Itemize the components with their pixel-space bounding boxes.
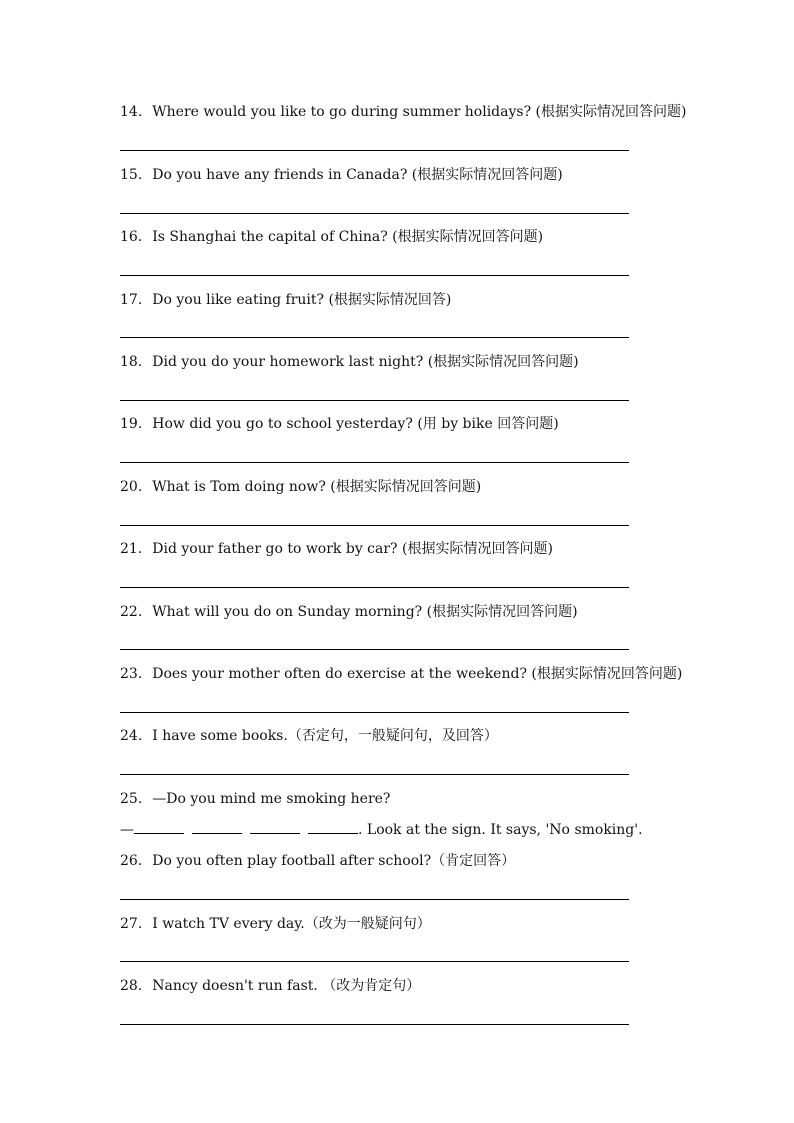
question-25 [120,790,390,808]
answer-line-27[interactable] [120,961,629,962]
question-15 [120,166,563,184]
question-18 [120,353,579,371]
fill-blank-2[interactable] [192,821,242,834]
question-text: Is Shanghai the capital of China? (根据实际情况回答问题) [152,229,544,245]
question-21 [120,540,553,558]
question-text: What will you do on Sunday morning? (根据实际情况回答问题) [152,604,578,620]
question-text: Do you have any friends in Canada? (根据实际情况回答问题) [152,167,563,183]
question-text: How did you go to school yesterday? (用 by bike 回答问题) [152,416,559,432]
reply-dash: — [120,822,134,838]
fill-blank-1[interactable] [134,821,184,834]
question-number: 18. [120,354,143,370]
fill-blank-3[interactable] [250,821,300,834]
question-number: 23. [120,666,143,682]
question-number: 19. [120,416,143,432]
answer-line-26[interactable] [120,899,629,900]
answer-line-20[interactable] [120,525,629,526]
question-number: 27. [120,916,143,932]
answer-line-15[interactable] [120,213,629,214]
question-24 [120,727,498,745]
question-number: 20. [120,479,143,495]
answer-line-24[interactable] [120,774,629,775]
question-26 [120,852,515,870]
question-16 [120,228,543,246]
question-28 [120,977,420,995]
fill-blank-4[interactable] [308,821,358,834]
answer-line-19[interactable] [120,462,629,463]
question-20 [120,478,481,496]
answer-line-21[interactable] [120,587,629,588]
question-number: 16. [120,229,143,245]
question-number: 14. [120,104,143,120]
question-19 [120,415,559,433]
question-text: Does your mother often do exercise at the weekend? (根据实际情况回答问题) [152,666,683,682]
question-number: 15. [120,167,143,183]
question-17 [120,291,451,309]
answer-line-14[interactable] [120,150,629,151]
question-text: Nancy doesn't run fast. （改为肯定句） [152,978,421,994]
question-text: I have some books.（否定句，一般疑问句，及回答） [152,728,498,744]
question-text: —Do you mind me smoking here? [152,791,391,807]
question-22 [120,603,578,621]
question-text: I watch TV every day.（改为一般疑问句） [152,916,431,932]
answer-line-28[interactable] [120,1024,629,1025]
question-text: Do you often play football after school?（肯定回答） [152,853,516,869]
reply-tail: . Look at the sign. It says, 'No smoking'. [358,822,643,838]
question-text: Do you like eating fruit? (根据实际情况回答) [152,292,452,308]
question-14 [120,103,686,121]
answer-line-16[interactable] [120,275,629,276]
answer-line-17[interactable] [120,337,629,338]
question-text: Did your father go to work by car? (根据实际情况回答问题) [152,541,553,557]
question-number: 17. [120,292,143,308]
question-25-reply [120,821,643,839]
question-number: 22. [120,604,143,620]
question-text: What is Tom doing now? (根据实际情况回答问题) [152,479,482,495]
question-number: 28. [120,978,143,994]
question-text: Did you do your homework last night? (根据实际情况回答问题) [152,354,579,370]
answer-line-23[interactable] [120,712,629,713]
answer-line-18[interactable] [120,400,629,401]
question-number: 21. [120,541,143,557]
question-27 [120,915,431,933]
answer-line-22[interactable] [120,649,629,650]
question-number: 25. [120,791,143,807]
question-text: Where would you like to go during summer holidays? (根据实际情况回答问题) [152,104,687,120]
question-23 [120,665,682,683]
question-number: 26. [120,853,143,869]
question-number: 24. [120,728,143,744]
